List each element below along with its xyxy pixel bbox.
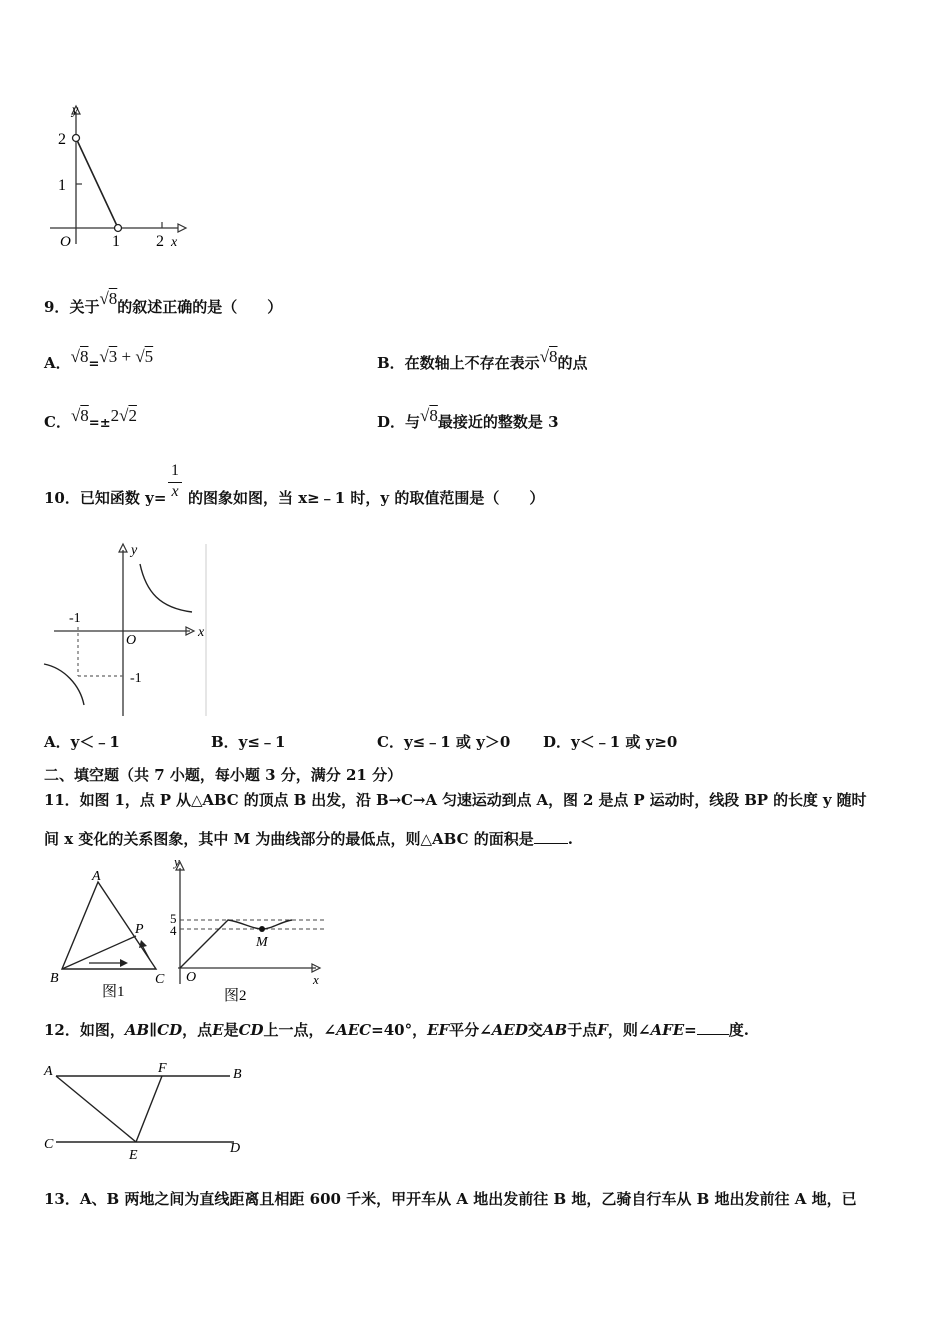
q13-line1: 13．A、B 两地之间为直线距离且相距 600 千米，甲开车从 A 地出发前往 B 地，乙骑自行车从 B 地出发前往 A 地，已 (44, 1190, 857, 1208)
label-c: C (155, 972, 165, 987)
x-label: x (198, 625, 205, 640)
tick-label-1x: 1 (112, 233, 120, 250)
point-m (259, 926, 265, 932)
open-point-top (73, 135, 80, 142)
x-axis-arrow (178, 224, 186, 232)
segment-ae (56, 1076, 136, 1142)
segment-ef (136, 1076, 162, 1142)
q9-stem (44, 289, 283, 317)
q9-option-b: B．在数轴上不存在表示√8的点 (377, 347, 588, 372)
neg1-x-label: -1 (69, 611, 81, 626)
q9-pre: 关于 (69, 298, 100, 316)
q10-number: 10．已知函数 y= (44, 489, 167, 507)
open-point-bottom (115, 225, 122, 232)
sqrt-8: √8 (99, 289, 118, 308)
q10-post: 的图象如图，当 x≥﹣1 时，y 的取值范围是（ ） (188, 489, 545, 507)
tick-label-5: 5 (170, 911, 177, 926)
label-e: E (129, 1148, 138, 1163)
q9-option-a: A．√8=√3 + √5 (44, 347, 154, 372)
x-label: x (171, 235, 178, 250)
label-f: F (158, 1061, 167, 1076)
q10-stem (44, 487, 166, 508)
label-m: M (256, 935, 268, 950)
q9-option-c: C．√8=±2√2 (44, 406, 137, 431)
neg1-y-label: -1 (130, 671, 142, 686)
tick-label-1y: 1 (58, 177, 66, 194)
q11-line2: 间 x 变化的关系图象，其中 M 为曲线部分的最低点，则△ABC 的面积是 . (44, 830, 573, 848)
tick-label-4: 4 (170, 923, 177, 938)
q12-stem: 12．如图，AB∥CD，点E是CD上一点，∠AEC=40°，EF平分∠AED交AB于点F，则∠AFE= 度. (44, 1021, 749, 1039)
origin-label: O (126, 633, 137, 648)
label-a: A (92, 869, 101, 884)
origin-label: O (60, 234, 71, 250)
hyperbola-branch-right (140, 564, 192, 612)
q11-figure2 (166, 856, 336, 1006)
tick-label-2x: 2 (156, 233, 164, 250)
y-label: y (131, 543, 138, 558)
x-label: x (313, 972, 319, 987)
label-p: P (135, 922, 144, 937)
q10-option-c: C．y≤﹣1 或 y＞0 (377, 733, 511, 751)
figure2-caption: 图2 (224, 988, 247, 1004)
q10-option-b: B．y≤﹣1 (211, 733, 286, 751)
function-curve (180, 920, 292, 968)
function-segment (76, 138, 118, 228)
label-b: B (233, 1067, 242, 1082)
arrow-ca (143, 947, 150, 960)
q10-option-a: A．y＜﹣1 (44, 733, 120, 751)
label-d: D (230, 1141, 241, 1156)
q10-graph (42, 540, 212, 720)
q9-option-d: D．与√8最接近的整数是 3 (377, 406, 559, 431)
y-label: y (72, 103, 79, 118)
q10-option-d: D．y＜﹣1 或 y≥0 (543, 733, 678, 751)
figure1-caption: 图1 (102, 984, 125, 1000)
y-label: y (174, 856, 180, 869)
label-b: B (50, 971, 59, 986)
label-c: C (44, 1137, 54, 1152)
section-2-heading: 二、填空题（共 7 小题，每小题 3 分，满分 21 分） (44, 766, 403, 784)
option-a-label: A． (44, 354, 71, 372)
option-b-label: B．在数轴上不存在表示 (377, 354, 540, 372)
q11-figure1 (44, 864, 174, 1004)
option-c-label: C． (44, 413, 71, 431)
origin-label: O (186, 970, 197, 985)
q9-number: 9． (44, 298, 70, 316)
arrow-ca-head (139, 940, 147, 948)
q8-graph (44, 98, 194, 258)
option-d-label: D．与 (377, 413, 421, 431)
tick-label-2y: 2 (58, 131, 66, 148)
q9-post: 的叙述正确的是（ ） (117, 298, 283, 316)
arrow-bc-head (120, 959, 128, 967)
q10-fraction: 1 x (168, 462, 182, 501)
q11-line1: 11．如图 1，点 P 从△ABC 的顶点 B 出发，沿 B→C→A 匀速运动到点 A，图 2 是点 P 运动时，线段 BP 的长度 y 随时 (44, 791, 867, 809)
label-a: A (44, 1064, 53, 1079)
q12-figure (40, 1056, 260, 1166)
